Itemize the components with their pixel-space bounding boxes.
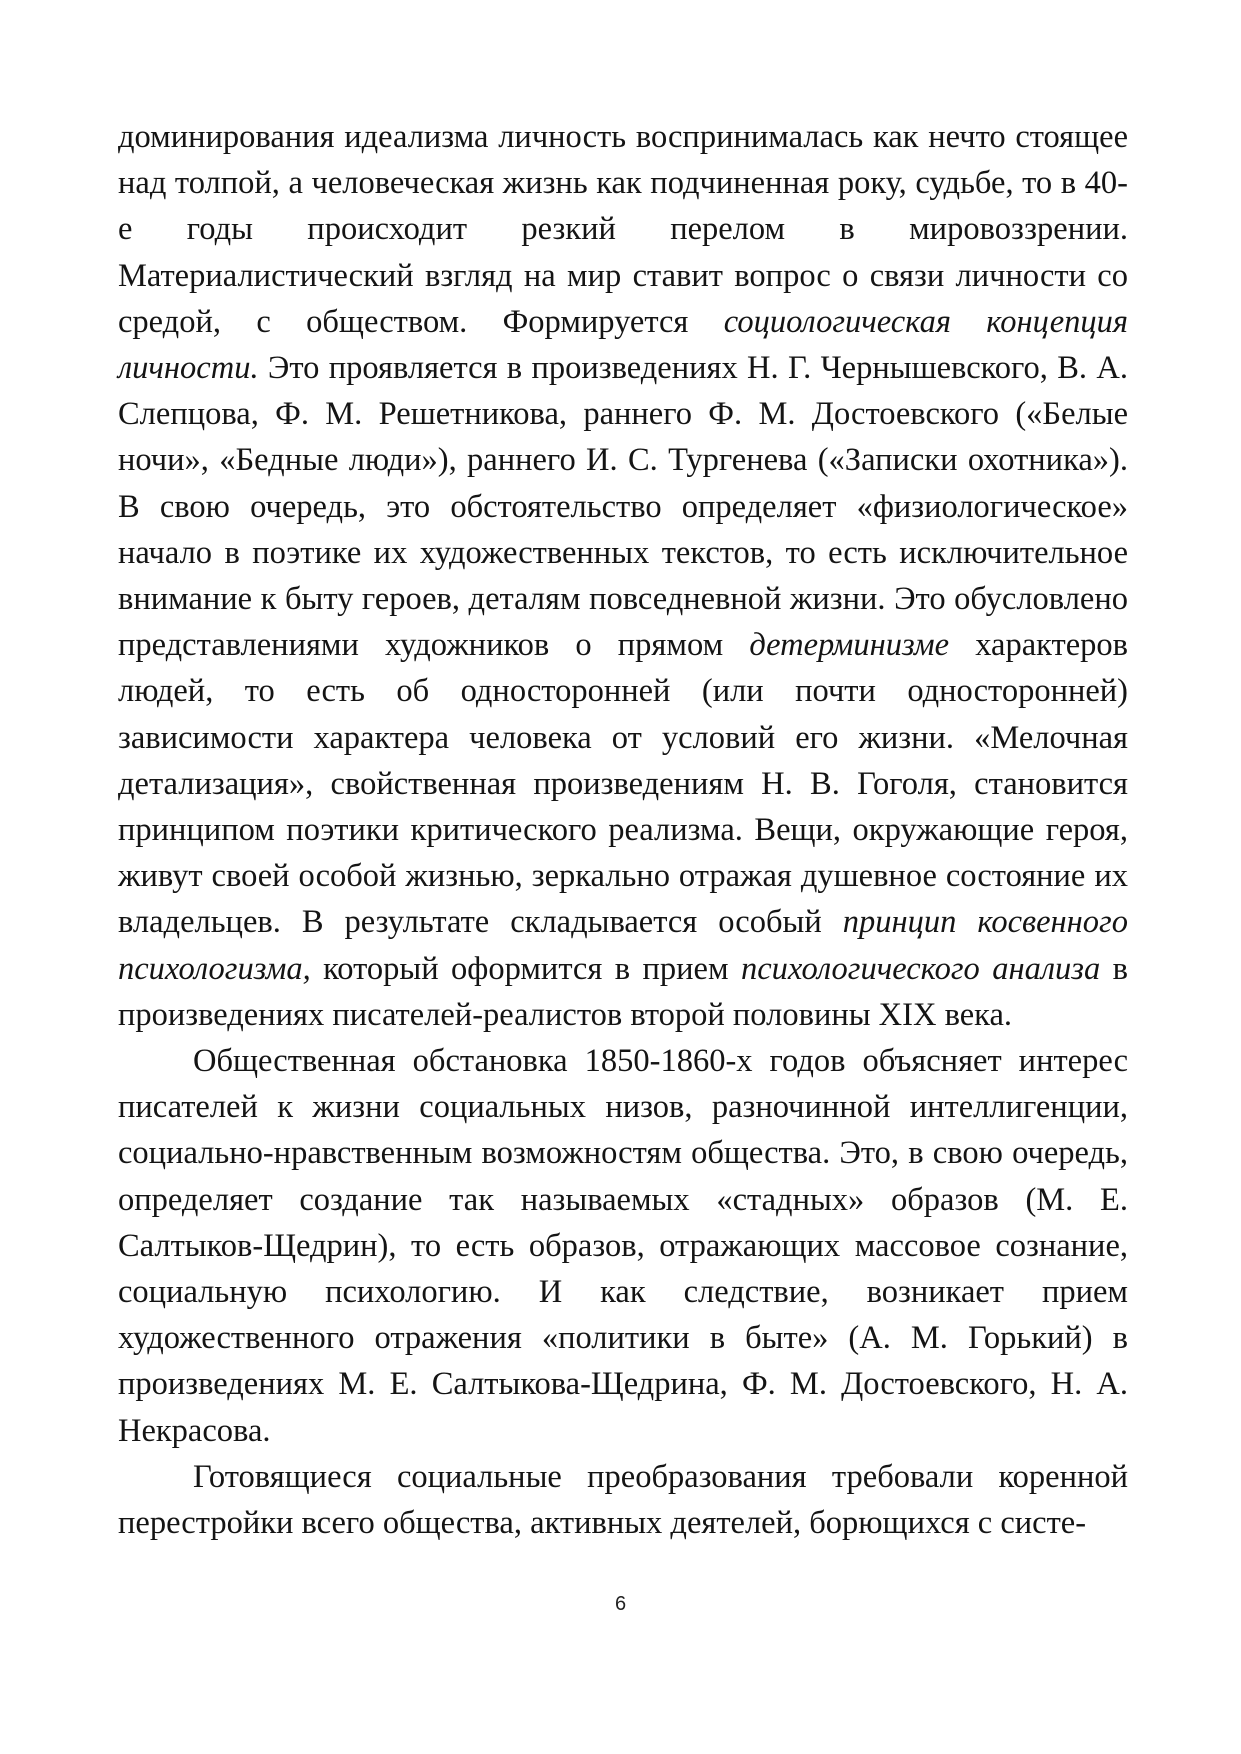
text-run: Это проявляется в произведениях Н. Г. Чернышевского, В. А. Слепцова, Ф. М. Решетникова, раннего Ф. М. Достоевского («Белые ночи», «Бедные люди»), раннего И. С. Тургенева («Записки охотника»). В свою очередь, это обстоятельство определяет «физиологическое» начало в поэтике их художественных текстов, то есть исключительное внимание к быту героев, деталям повседневной жизни. Это обусловлено представлениями художников о прямом (118, 350, 1128, 664)
page-number: 6 (614, 1593, 627, 1615)
paragraph-3 (118, 1454, 1128, 1546)
italic-term: детерминизме (749, 627, 950, 664)
italic-term: социологическая концепция личности. (118, 303, 1128, 387)
text-run: который оформится в прием (310, 950, 741, 987)
text-run: в произведениях писателей-реалистов второй половины XIX века. (118, 950, 1128, 1033)
text-run: Общественная обстановка 1850-1860-х годов объясняет интерес писателей к жизни социальных низов, разночинной интеллигенции, социально-нравственным возможностям общества. Это, в свою очередь, определяет создание так называемых «стадных» образов (М. Е. Салтыков-Щедрин), то есть образов, отражающих массовое сознание, социальную психологию. И как следствие, возникает прием художественного отражения «политики в быте» (А. М. Горький) в произведениях М. Е. Салтыкова-Щедрина, Ф. М. Достоевского, Н. А. Некрасова. (118, 1043, 1128, 1449)
paragraph-1 (118, 114, 1128, 1038)
text-run: доминирования идеализма личность воспринималась как нечто стоящее над толпой, а человеческая жизнь как подчиненная року, судьбе, то в 40-е годы происходит резкий перелом в мировоззрении. Материалистический взгляд на мир ставит вопрос о связи личности со средой, с обществом. Формируется (118, 119, 1128, 340)
paragraph-2 (118, 1038, 1128, 1454)
text-run: характеров людей, то есть об односторонней (или почти односторонней) зависимости характера человека от условий его жизни. «Мелочная детализация», свойственная произведениям Н. В. Гоголя, становится принципом поэтики критического реализма. Вещи, окружающие героя, живут своей особой жизнью, зеркально отражая душевное состояние их владельцев. В результате складывается особый (118, 627, 1128, 941)
body-text (118, 114, 1128, 1546)
italic-term: принцип косвенного психологизма, (118, 904, 1128, 987)
italic-term: психологического анализа (740, 950, 1101, 987)
text-run: Готовящиеся социальные преобразования требовали коренной перестройки всего общества, активных деятелей, борющихся с систе- (118, 1458, 1128, 1542)
